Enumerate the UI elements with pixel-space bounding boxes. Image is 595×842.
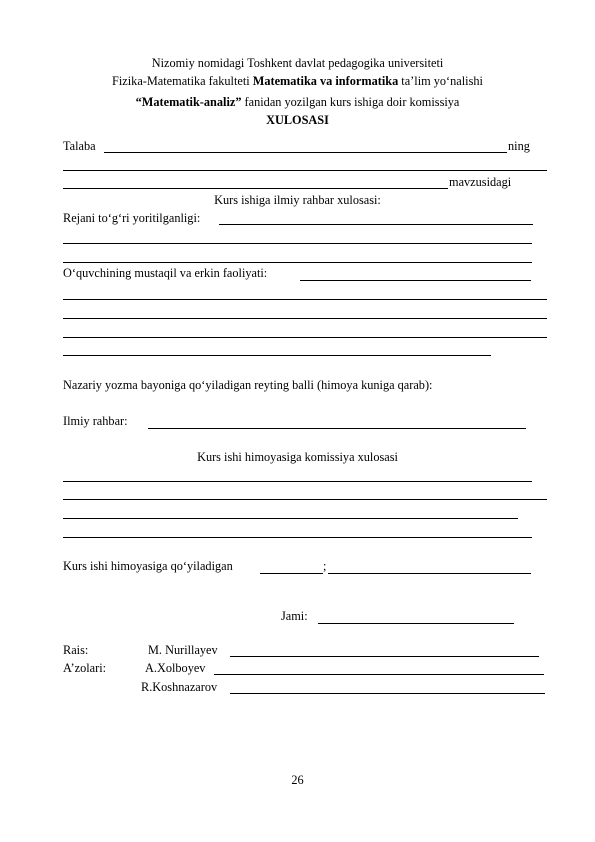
total-label: Jami:	[281, 609, 308, 623]
score-field[interactable]	[260, 573, 323, 574]
commission-field-4[interactable]	[63, 537, 532, 538]
total-field[interactable]	[318, 623, 514, 624]
independent-field-1[interactable]	[300, 280, 531, 281]
plan-label: Rejani to‘g‘ri yoritilganligi:	[63, 211, 201, 225]
topic-suffix: mavzusidagi	[449, 175, 512, 189]
topic-field-2[interactable]	[63, 188, 448, 189]
score-words-field[interactable]	[328, 573, 531, 574]
member2-signature-field[interactable]	[230, 693, 545, 694]
score-label: Kurs ishi himoyasiga qo‘yiladigan	[63, 559, 233, 573]
commission-heading: Kurs ishi himoyasiga komissiya xulosasi	[197, 450, 398, 464]
independent-field-2[interactable]	[63, 299, 547, 300]
faculty-line	[0, 74, 595, 89]
independent-field-3[interactable]	[63, 318, 547, 319]
commission-field-3[interactable]	[63, 518, 518, 519]
subject-line	[0, 95, 595, 110]
rating-text: Nazariy yozma bayoniga qo‘yiladigan reyting balli (himoya kuniga qarab):	[63, 378, 433, 392]
member2-name: R.Koshnazarov	[141, 680, 218, 694]
independent-field-4[interactable]	[63, 337, 547, 338]
score-separator: ;	[323, 559, 327, 573]
university-name: Nizomiy nomidagi Toshkent davlat pedagogika universiteti	[151, 56, 444, 70]
chair-signature-field[interactable]	[230, 656, 539, 657]
independent-label: O‘quvchining mustaqil va erkin faoliyati:	[63, 266, 268, 280]
commission-field-2[interactable]	[63, 499, 547, 500]
member1-name: A.Xolboyev	[145, 661, 206, 675]
independent-field-5[interactable]	[63, 355, 491, 356]
plan-field-3[interactable]	[63, 262, 532, 263]
faculty-direction: Matematika va informatika	[252, 74, 399, 88]
supervisor-signature-field[interactable]	[148, 428, 526, 429]
student-suffix: ning	[508, 139, 530, 153]
supervisor-heading: Kurs ishiga ilmiy rahbar xulosasi:	[214, 193, 381, 207]
student-name-field[interactable]	[104, 152, 507, 153]
topic-field-1[interactable]	[63, 170, 547, 171]
subject-suffix: fanidan yozilgan kurs ishiga doir komissiya	[241, 95, 460, 109]
chair-name: M. Nurillayev	[148, 643, 218, 657]
plan-field-2[interactable]	[63, 243, 532, 244]
page-number: 26	[291, 773, 304, 787]
faculty-suffix: ta’lim yo‘nalishi	[398, 74, 483, 88]
members-label: A’zolari:	[63, 661, 107, 675]
student-label: Talaba	[63, 139, 96, 153]
faculty-prefix: Fizika-Matematika fakulteti	[112, 74, 253, 88]
document-title: XULOSASI	[266, 113, 329, 127]
commission-field-1[interactable]	[63, 481, 532, 482]
plan-field-1[interactable]	[219, 224, 533, 225]
chair-label: Rais:	[63, 643, 89, 657]
supervisor-label: Ilmiy rahbar:	[63, 414, 128, 428]
subject-name: “Matematik-analiz”	[135, 95, 242, 109]
member1-signature-field[interactable]	[214, 674, 544, 675]
